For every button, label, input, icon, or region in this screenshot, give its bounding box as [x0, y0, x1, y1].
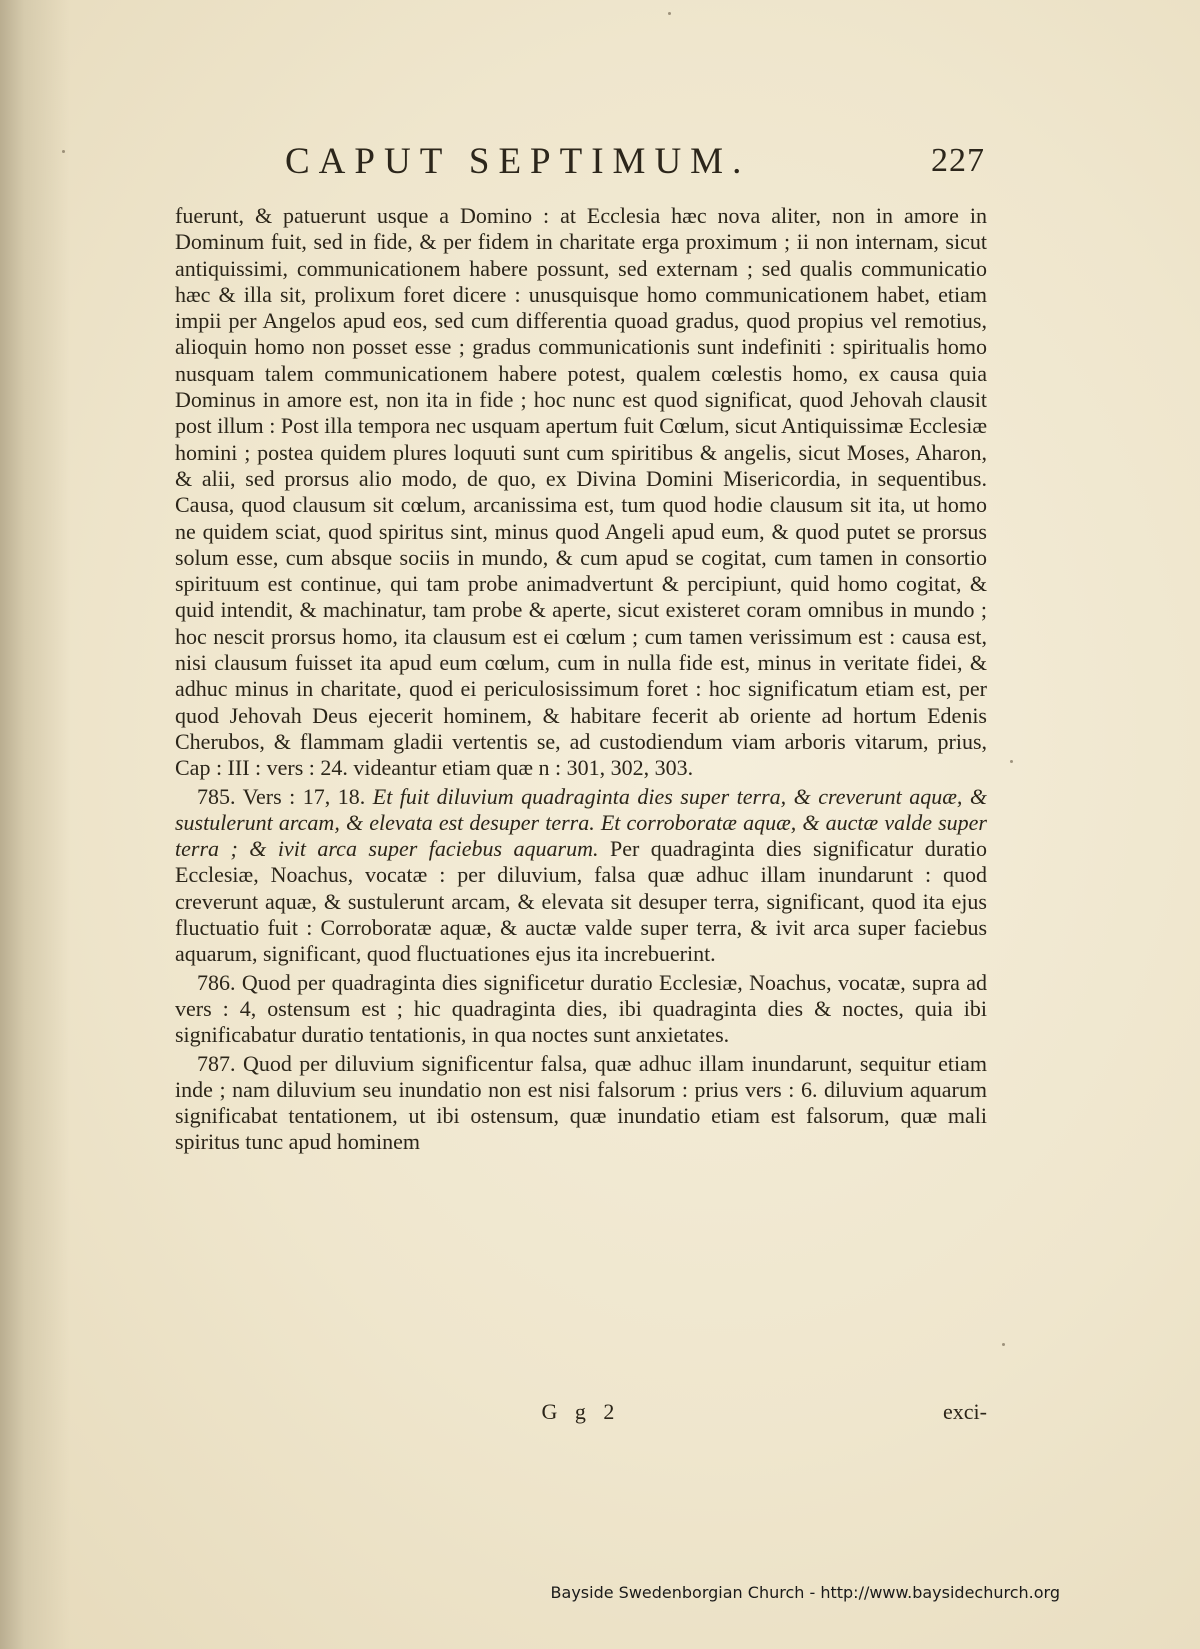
body-text [175, 203, 987, 1156]
paragraph-785-text: Per quadraginta dies significatur duratio Ecclesiæ, Noachus, vocatæ : per diluvium, falsa quæ adhuc illam inundarunt : quod creverunt aquæ, & sustulerunt arcam, & elevata sit desuper terra, significant, quod ita ejus fluctuatio fuit : Corroboratæ aquæ, & auctæ valde super terra, & ivit arca super faciebus aquarum, significant, quod fluctuationes ejus ita increbuerint. [175, 836, 988, 967]
page-footer [175, 1399, 987, 1427]
paragraph-continued: fuerunt, & patuerunt usque a Domino : at Ecclesia hæc nova aliter, non in amore in Dominum fuit, sed in fide, & per fidem in charitate erga proximum ; ii non internam, sicut antiquissimi, communicationem habere possunt, sed externam ; sed qualis communicatio hæc & illa sit, prolixum foret dicere : unusquisque homo communicationem habet, etiam impii per Angelos apud eos, sed cum differentia quoad gradus, quod propius vel remotius, alioquin homo non posset esse ; gradus communicationis sunt indefiniti : spiritualis homo nusquam talem communicationem habere potest, qualem cœlestis homo, ex causa quia Dominus in amore est, non ita in fide ; hoc nunc est quod significat, quod Jehovah clausit post illum : Post illa tempora nec usquam apertum fuit Cœlum, sicut Antiquissimæ Ecclesiæ homini ; postea quidem plures loquuti sunt cum spiritibus & angelis, sicut Moses, Aharon, & alii, sed prorsus alio modo, de quo, ex Divina Domini Misericordia, in sequentibus. Causa, quod clausum sit cœlum, arcanissima est, tum quod hodie clausum sit ita, ut homo ne quidem sciat, quod spiritus sint, minus quod Angeli apud eum, & quod putet se prorsus solum esse, cum absque sociis in mundo, & cum apud se cogitat, cum tamen in consortio spirituum est continue, qui tam probe animadvertunt & percipiunt, quid homo cogitat, & quid intendit, & machinatur, tam probe & aperte, sicut existeret coram omnibus in mundo ; hoc nescit prorsus homo, ita clausum est ei cœlum ; cum tamen verissimum est : causa est, nisi clausum fuisset ita apud eum cœlum, cum in nulla fide est, minus in veritate fidei, & adhuc minus in charitate, quod ei periculosissimum foret : hoc significatum etiam est, per quod Jehovah Deus ejecerit hominem, & habitare fecerit ab oriente ad hortum Edenis Cherubos, & flammam gladii vertentis se, ad custodiendum viam arboris vitarum, prius, Cap : III : vers : 24. videantur etiam quæ n : 301, 302, 303. [175, 203, 987, 781]
running-title: CAPUT SEPTIMUM. [285, 141, 751, 182]
gutter-shadow [0, 0, 70, 1649]
verse-reference: 785. Vers : 17, 18. [197, 783, 366, 809]
scripture-quotation: Et fuit diluvium quadraginta dies super terra, & creverunt aquæ, & sustulerunt arcam, & elevata est desuper terra. Et corroboratæ aquæ, & auctæ valde super terra ; & ivit arca super faciebus aquarum. [175, 783, 987, 862]
page-number: 227 [931, 142, 985, 179]
paragraph-786: 786. Quod per quadraginta dies significetur duratio Ecclesiæ, Noachus, vocatæ, supra ad vers : 4, ostensum est ; hic quadraginta dies, ibi quadraginta dies & noctes, quia ibi significabatur duratio tentationis, in qua noctes sunt anxietates. [175, 969, 987, 1048]
paragraph-787: 787. Quod per diluvium significentur falsa, quæ adhuc illam inundarunt, sequitur etiam inde ; nam diluvium seu inundatio non est nisi falsorum : prius vers : 6. diluvium aquarum significabat tentationem, ut ibi ostensum, quæ inundatio etiam est falsorum, quæ mali spiritus tunc apud hominem [175, 1050, 987, 1155]
signature-mark: G g 2 [541, 1399, 621, 1424]
page-header [285, 140, 985, 190]
watermark-link: Bayside Swedenborgian Church - http://www.baysidechurch.org [550, 1583, 1060, 1602]
paper-speck [62, 150, 65, 153]
paper-speck [668, 12, 671, 15]
catchword: exci- [943, 1399, 987, 1424]
paper-speck [1002, 1343, 1005, 1346]
paragraph-785 [175, 784, 987, 968]
paper-speck [1010, 760, 1013, 763]
